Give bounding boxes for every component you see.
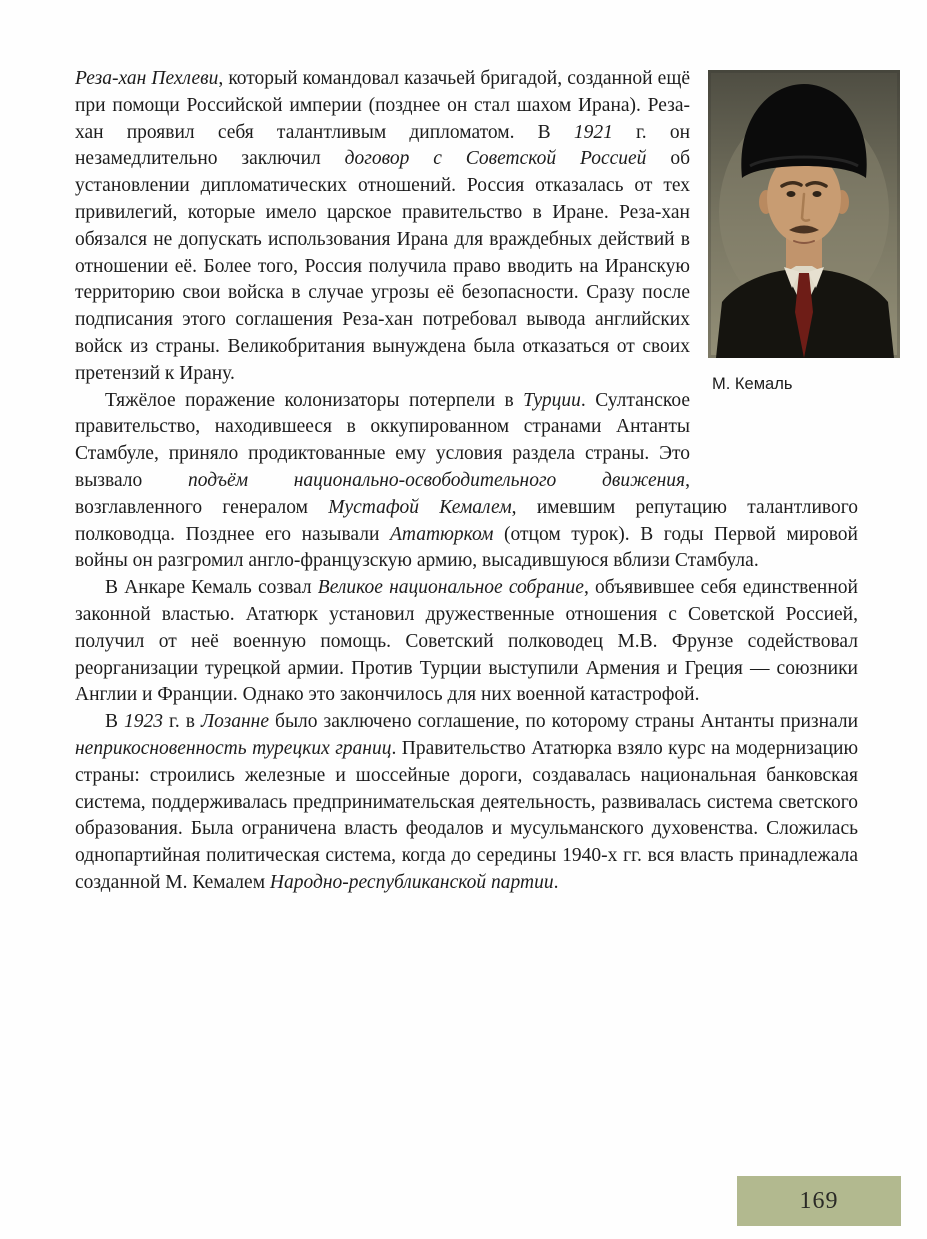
italic-text: Ататюрком [390,523,494,545]
body-text: В [105,711,125,733]
body-text: . Султанское правительство, находившееся в оккупированном странами Антанты Стамбуле, приняло продиктованные ему условия раздела страны. Это вызвало [75,389,691,491]
paragraph [75,388,858,576]
paragraph [75,575,858,709]
kemal-portrait-image [708,70,900,358]
body-text: г. он незамедлительно заключил [75,121,690,170]
kemal-portrait-figure [708,70,900,394]
italic-text: Великое национальное собрание [317,577,584,599]
body-text: об установлении дипломатических отношений. Россия отказалась от тех привилегий, которые имело царское правительство в Иране. Реза-хан обязался не допускать использования Ирана для враждебных действий в отношении её. Более того, Россия получила право вводить на Иранскую территорию свои войска в случае угрозы её безопасности. Сразу после подписания этого соглашения Реза-хан потребовал вывода английских войск из страны. Великобритания вынуждена была отказаться от своих претензий к Ирану. [75,148,690,384]
body-text: было заключено соглашение, по которому страны Антанты признали [269,711,859,733]
portrait-caption: М. Кемаль [712,375,793,393]
paragraph [75,709,858,897]
italic-text: неприкосновенность турецких границ [75,737,392,759]
body-text: , имевшим репутацию талантливого полководца. Позднее его называли [75,496,858,545]
page-number-box [737,1176,901,1226]
italic-text: Народно-республиканской партии [269,871,554,893]
page-number: 169 [799,1187,839,1214]
body-text: (отцом турок). В годы Первой мировой войны он разгромил англо-французскую армию, высадившуюся вблизи Стамбула. [75,523,858,572]
italic-text: Реза-хан Пехлеви [75,68,219,89]
body-text: В Анкаре Кемаль созвал [105,577,318,599]
body-text: , который командовал казачьей бригадой, созданной ещё при помощи Российской империи (позднее он стал шахом Ирана). Реза-хан проявил себя талантливым дипломатом. В [75,68,690,143]
body-text: Тяжёлое поражение колонизаторы потерпели в [105,389,524,411]
italic-text: Турции [523,389,581,411]
body-text: . [553,871,559,893]
italic-text: Лозанне [200,711,270,733]
body-text: , возглавленного генералом [75,469,690,518]
italic-text: договор с Советской Россией [344,148,647,170]
italic-text: 1921 [573,121,613,143]
body-text: . Правительство Ататюрка взяло курс на модернизацию страны: строились железные и шоссейные дороги, создавалась национальная банковская система, поддерживалась предпринимательская деятельность, развивалась система светского образования. Была ограничена власть феодалов и мусульманского духовенства. Сложилась однопартийная политическая система, когда до середины 1940-х гг. вся власть принадлежала созданной М. Кемалем [75,737,859,893]
italic-text: 1923 [124,711,164,733]
italic-text: подъём национально-освободительного движения [187,469,686,491]
body-text: , объявившее себя единственной законной властью. Ататюрк установил дружественные отношения с Советской Россией, получил от неё военную помощь. Советский полководец М.В. Фрунзе содействовал реорганизации турецкой армии. Против Турции выступили Армения и Греция — союзники Англии и Франции. Однако это закончилось для них военной катастрофой. [75,577,858,706]
body-text: г. в [163,711,201,733]
page-text-content [75,66,858,897]
italic-text: Мустафой Кемалем [328,496,512,518]
